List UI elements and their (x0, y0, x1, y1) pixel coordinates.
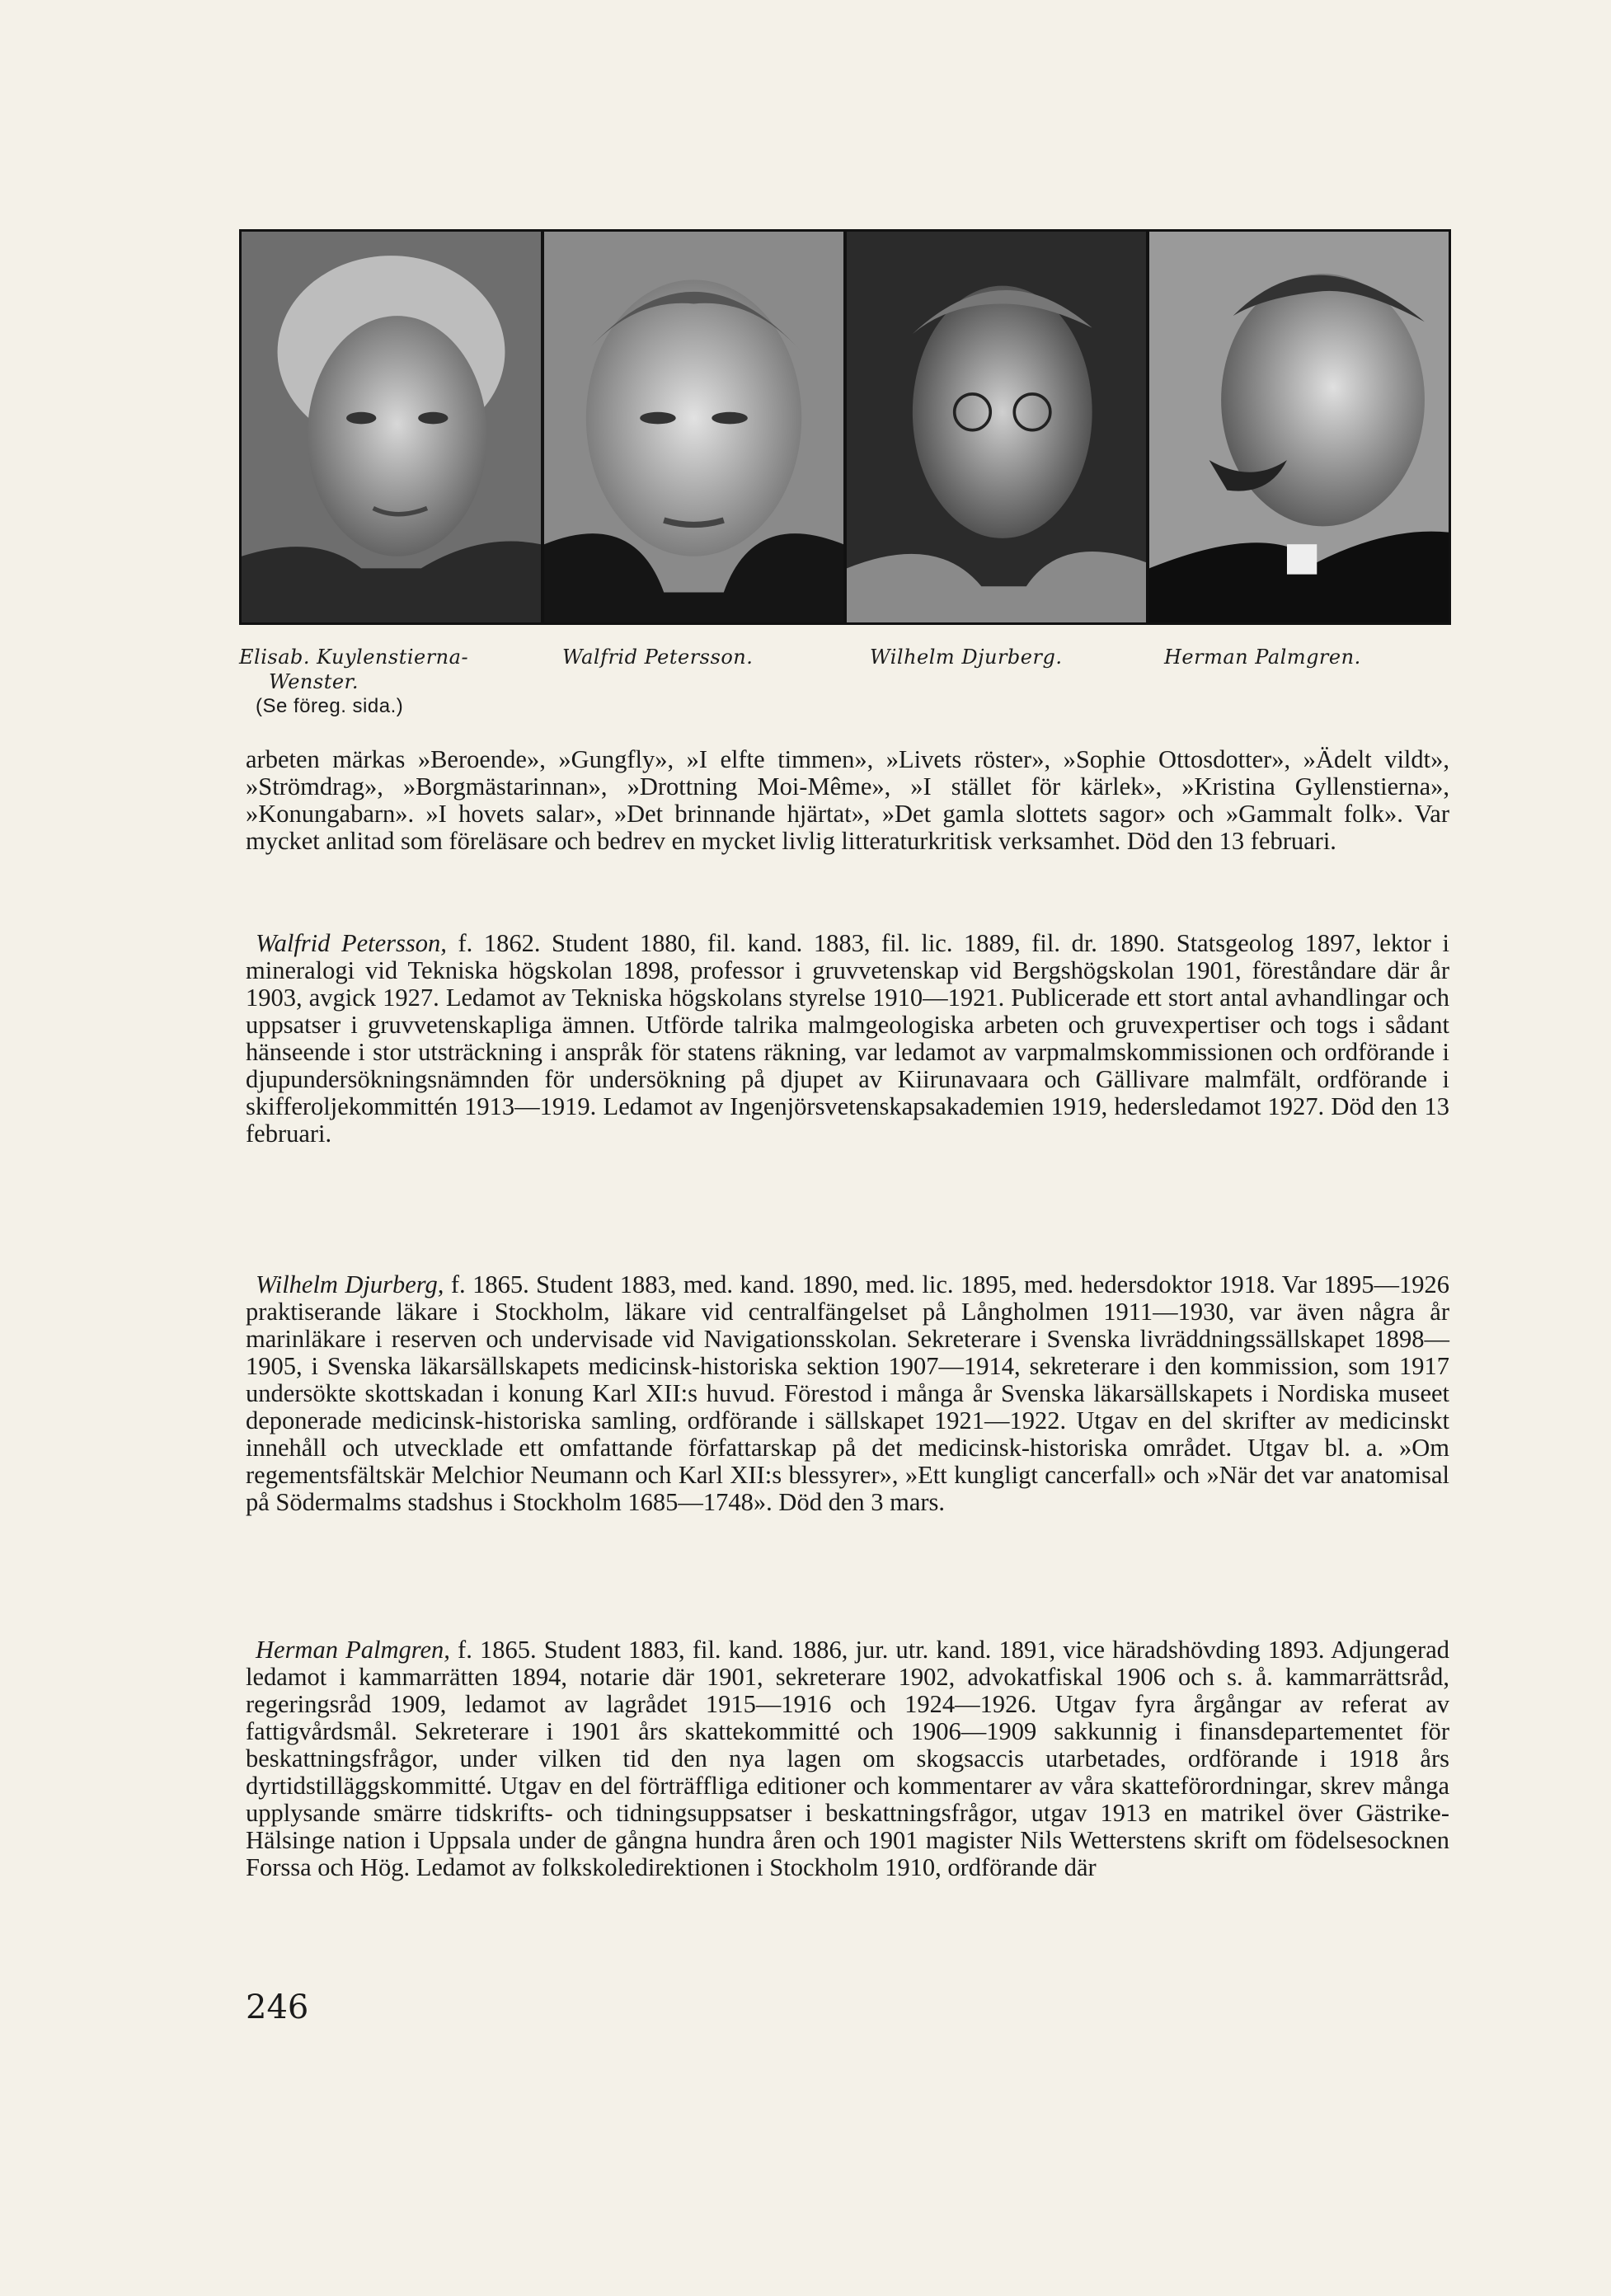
portrait-man-profile-photo (1149, 232, 1449, 622)
entry-text: f. 1862. Student 1880, fil. kand. 1883, fil. lic. 1889, fil. dr. 1890. Statsgeolog 1897, lektor i mineralogi vid Tekniska högskolan 1898, professor i gruvvetenskap vid Bergshögskolan 1901, föreståndare där år 1903, avgick 1927. Ledamot av Tekniska högskolans styrelse 1910—1921. Publicerade ett stort antal avhandlingar och uppsatser i gruvvetenskapliga ämnen. Utförde talrika malmgeologiska arbeten och gruvexpertiser och togs i sådant hänseende i stor utsträckning i anspråk för statens räkning, var ledamot av varpmalmskommissionen och ordförande i djupundersökningsnämnden för undersökning på djupet av Kiirunavaara och Gällivare malmfält, ordförande i skifferoljekommittén 1913—1919. Ledamot av Ingenjörsvetenskapsakademien 1919, hedersledamot 1927. Död den 13 februari. (246, 929, 1450, 1148)
page-number: 246 (246, 1988, 309, 2026)
caption-palmgren: Herman Palmgren. (1164, 646, 1361, 669)
portrait-strip (239, 229, 1451, 625)
portrait-woman-photo (242, 232, 541, 622)
caption-note: (Se föreg. sida.) (256, 695, 404, 717)
portrait-man-photo (544, 232, 843, 622)
entry-text: f. 1865. Student 1883, med. kand. 1890, med. lic. 1895, med. hedersdoktor 1918. Var 1895—1926 praktiserande läkare i Stockholm, läkare vid centralfängelset på Långholmen 1911—1930, var även några år marinläkare i reserven och undervisade vid Navigationsskolan. Sekreterare i Svenska livräddningssällskapet 1898—1905, i Svenska läkarsällskapets medicinsk-historiska sektion 1907—1914, sekreterare i den kommission, som 1917 undersökte skottskadan i konung Karl XII:s huvud. Förestod i många år Svenska läkarsällskapets i Nordiska museet deponerade medicinsk-historiska samling, ordförande i sällskapet 1921—1922. Utgav en del skrifter av medicinskt innehåll och utvecklade ett omfattande författarskap på det medicinsk-historiska området. Utgav bl. a. »Om regementsfältskär Melchior Neumann och Karl XII:s blessyrer», »Ett kungligt cancerfall» och »När det var anatomisal på Södermalms stadshus i Stockholm 1685—1748». Död den 3 mars. (246, 1270, 1449, 1516)
caption-petersson: Walfrid Petersson. (562, 646, 754, 669)
paragraph-palmgren (246, 1636, 1449, 1881)
portrait-captions (239, 645, 1451, 735)
entry-name: Wilhelm Djurberg, (256, 1270, 444, 1298)
paragraph-petersson (246, 930, 1449, 1148)
caption-line: Elisab. Kuylenstierna- (239, 646, 469, 669)
entry-name: Walfrid Petersson, (256, 929, 447, 957)
caption-djurberg: Wilhelm Djurberg. (870, 646, 1063, 669)
caption-kuylenstierna (239, 645, 468, 719)
entry-text: f. 1865. Student 1883, fil. kand. 1886, jur. utr. kand. 1891, vice häradshövding 1893. Adjungerad ledamot i kammarrätten 1894, notarie där 1901, sekreterare 1902, advokatfiskal 1906 och s. å. kammarrättsråd, regeringsråd 1909, ledamot av lagrådet 1915—1916 och 1924—1926. Utgav fyra årgångar av referat av fattigvårdsmål. Sekreterare i 1901 års skattekommitté och 1906—1909 sakkunnig i finansdepartementet för beskattningsfrågor, under vilken tid den nya lagen om skogsaccis utarbetades, ordförande i 1918 års dyrtidstilläggskommitté. Utgav en del förträffliga editioner och kommentarer av våra skatteförordningar, skrev många upplysande smärre tidskrifts- och tidningsuppsatser i beskattningsfrågor, utgav 1913 en matrikel över Gästrike-Hälsinge nation i Uppsala under de gångna hundra åren och 1901 magister Nils Wetterstens skrift om födelsesocknen Forssa och Hög. Ledamot av folkskoledirektionen i Stockholm 1910, ordförande där (246, 1636, 1449, 1881)
paragraph-djurberg (246, 1271, 1449, 1516)
portrait-man-glasses-photo (847, 232, 1146, 622)
paragraph-kuylenstierna-continued: arbeten märkas »Beroende», »Gungfly», »I elfte timmen», »Livets röster», »Sophie Ottosdotter», »Ädelt vildt», »Strömdrag», »Borgmästarinnan», »Drottning Moi-Même», »I stället för kärlek», »Kristina Gyllenstierna», »Konungabarn». »I hovets salar», »Det brinnande hjärtat», »Det gamla slottets sagor» och »Gammalt folk». Var mycket anlitad som föreläsare och bedrev en mycket livlig litteraturkritisk verksamhet. Död den 13 februari. (246, 745, 1449, 855)
caption-line: Wenster. (269, 670, 359, 693)
entry-name: Herman Palmgren, (256, 1636, 450, 1664)
